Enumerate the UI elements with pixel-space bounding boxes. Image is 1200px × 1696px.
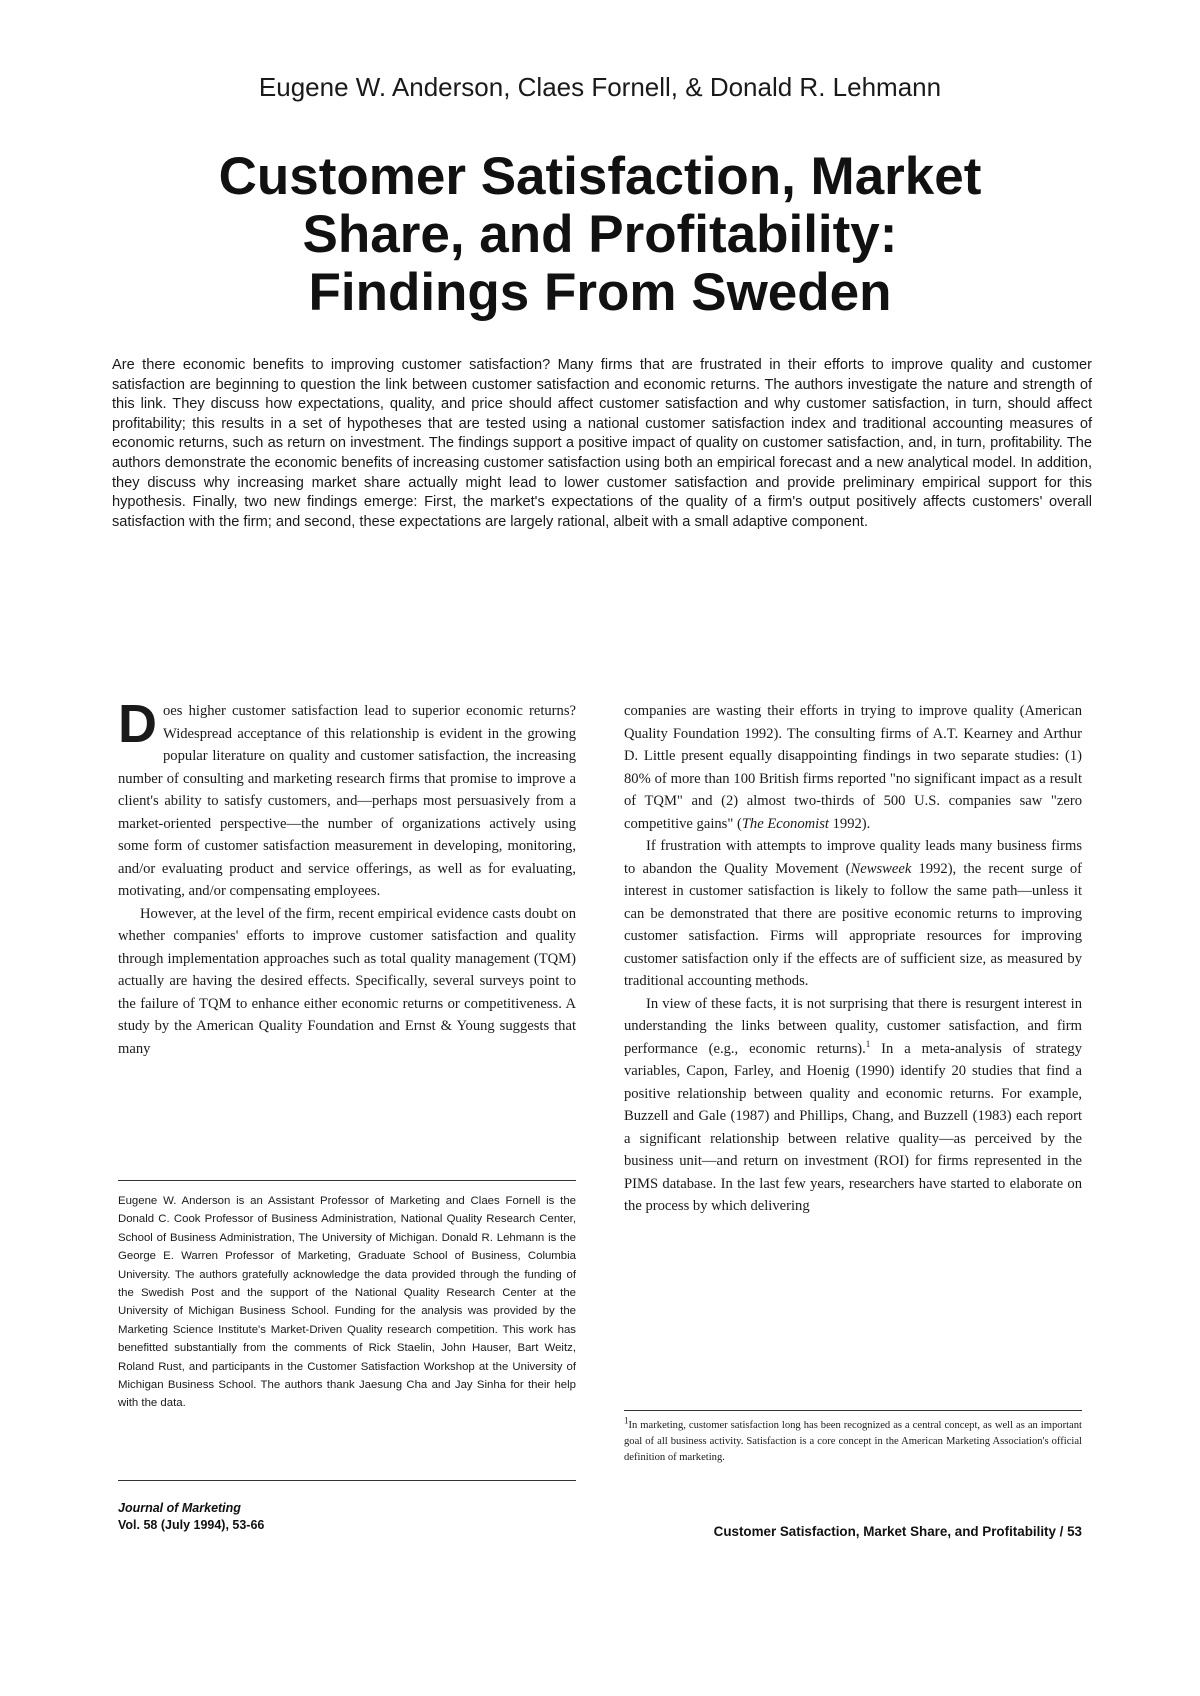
author-line: Eugene W. Anderson, Claes Fornell, & Donald R. Lehmann	[258, 72, 942, 102]
left-paragraph-1	[118, 694, 576, 903]
right-p2-italic: Newsweek	[850, 860, 912, 877]
author-bio: Eugene W. Anderson is an Assistant Professor of Marketing and Claes Fornell is the Donald C. Cook Professor of Business Administration, National Quality Research Center, School of Business Administration, The University of Michigan. Donald R. Lehmann is the George E. Warren Professor of Marketing, Graduate School of Business, Columbia University. The authors gratefully acknowledge the data provided through the funding of the Swedish Post and the support of the National Quality Research Center at the University of Michigan Business School. Funding for the analysis was provided by the Marketing Science Institute's Market-Driven Quality research competition. This work has benefitted substantially from the comments of Rick Staelin, John Hauser, Bart Weitz, Roland Rust, and participants in the Customer Satisfaction Workshop at the University of Michigan Business School. The authors thank Jaesung Cha and Jay Sinha for their help with the data.	[118, 1195, 576, 1410]
title-line-1: Customer Satisfaction, Market	[218, 147, 982, 206]
title-line-2: Share, and Profitability:	[302, 205, 898, 264]
footnote-rule	[624, 1410, 1082, 1411]
drop-cap: D	[118, 694, 157, 754]
article-title	[100, 148, 1100, 322]
right-p1-text-b: 1992).	[828, 815, 871, 832]
journal-volume: Vol. 58 (July 1994), 53-66	[118, 1518, 265, 1532]
abstract: Are there economic benefits to improving customer satisfaction? Many firms that are frustrated in their efforts to improve quality and customer satisfaction are beginning to question the link between customer satisfaction and economic returns. The authors investigate the nature and strength of this link. They discuss how expectations, quality, and price should affect customer satisfaction and why customer satisfaction, in turn, should affect profitability; this results in a set of hypotheses that are tested using a national customer satisfaction index and traditional accounting measures of economic returns, such as return on investment. The findings support a positive impact of quality on customer satisfaction, and, in turn, profitability. The authors demonstrate the economic benefits of increasing customer satisfaction using both an empirical forecast and a new analytical model. In addition, they discuss why increasing market share actually might lead to lower customer satisfaction and provide preliminary empirical support for this hypothesis. Finally, two new findings emerge: First, the market's expectations of the quality of a firm's output positively affects customers' overall satisfaction with the firm; and second, these expectations are largely rational, albeit with a small adaptive component.	[112, 357, 1092, 530]
right-p1-italic: The Economist	[741, 815, 829, 832]
running-footer: Customer Satisfaction, Market Share, and Profitability / 53	[713, 1524, 1082, 1539]
right-paragraph-2	[624, 835, 1082, 993]
journal-info	[118, 1500, 418, 1534]
right-p2-text-b: 1992), the recent surge of interest in customer satisfaction is likely to follow the same path—unless it can be demonstrated that there are positive economic returns to improving customer satisfaction. Firms will appropriate resources for improving customer satisfaction only if the effects are of sufficient size, as measured by traditional accounting methods.	[624, 860, 1082, 989]
left-column	[118, 694, 576, 1060]
footnote-text: In marketing, customer satisfaction long has been recognized as a central concept, as well as an important goal of all business activity. Satisfaction is a core concept in the American Marketing Association's official definition of marketing.	[624, 1420, 1082, 1464]
right-column	[624, 700, 1082, 1218]
bio-top-rule	[118, 1180, 576, 1181]
journal-name: Journal of Marketing	[118, 1501, 241, 1515]
footnote-mark: 1	[624, 1415, 629, 1426]
left-paragraph-2: However, at the level of the firm, recent empirical evidence casts doubt on whether companies' efforts to improve customer satisfaction and quality through implementation approaches such as total quality management (TQM) actually are having the desired effects. Specifically, several surveys point to the failure of TQM to enhance either economic returns or competitiveness. A study by the American Quality Foundation and Ernst & Young suggests that many	[118, 905, 576, 1057]
right-p1-text-a: companies are wasting their efforts in trying to improve quality (American Quality Foundation 1992). The consulting firms of A.T. Kearney and Arthur D. Little present equally disappointing findings in two separate studies: (1) 80% of more than 100 British firms reported "no significant impact as a result of TQM" and (2) almost two-thirds of 500 U.S. companies saw "zero competitive gains" (	[624, 703, 1082, 832]
left-paragraph-1-text: oes higher customer satisfaction lead to superior economic returns? Widespread acceptance of this relationship is evident in the growing popular literature on quality and customer satisfaction, the increasing number of consulting and marketing research firms that promise to improve a client's ability to satisfy customers, and—perhaps most persuasively from a market-oriented perspective—the number of organizations actively using some form of customer satisfaction measurement in developing, monitoring, and/or evaluating product and service offerings, as well as for evaluating, motivating, and/or compensating employees.	[118, 703, 576, 899]
right-paragraph-1	[624, 700, 1082, 835]
right-paragraph-3	[624, 993, 1082, 1218]
right-p2-text-a: If frustration with attempts to improve quality leads many business firms to abandon the Quality Movement (	[624, 838, 1082, 877]
footnote	[624, 1415, 1082, 1467]
right-p3-text-b: In a meta-analysis of strategy variables, Capon, Farley, and Hoenig (1990) identify 20 studies that find a positive relationship between quality and economic returns. For example, Buzzell and Gale (1987) and Phillips, Chang, and Buzzell (1983) each report a significant relationship between relative quality—as perceived by the business unit—and return on investment (ROI) for firms represented in the PIMS database. In the last few years, researchers have started to elaborate on the process by which delivering	[624, 1040, 1082, 1214]
bio-bottom-rule	[118, 1480, 576, 1481]
right-p3-text-a: In view of these facts, it is not surprising that there is resurgent interest in understanding the links between quality, customer satisfaction, and firm performance (e.g., economic returns).	[624, 995, 1082, 1057]
title-line-3: Findings From Sweden	[308, 263, 892, 322]
footnote-ref: 1	[865, 1038, 871, 1049]
